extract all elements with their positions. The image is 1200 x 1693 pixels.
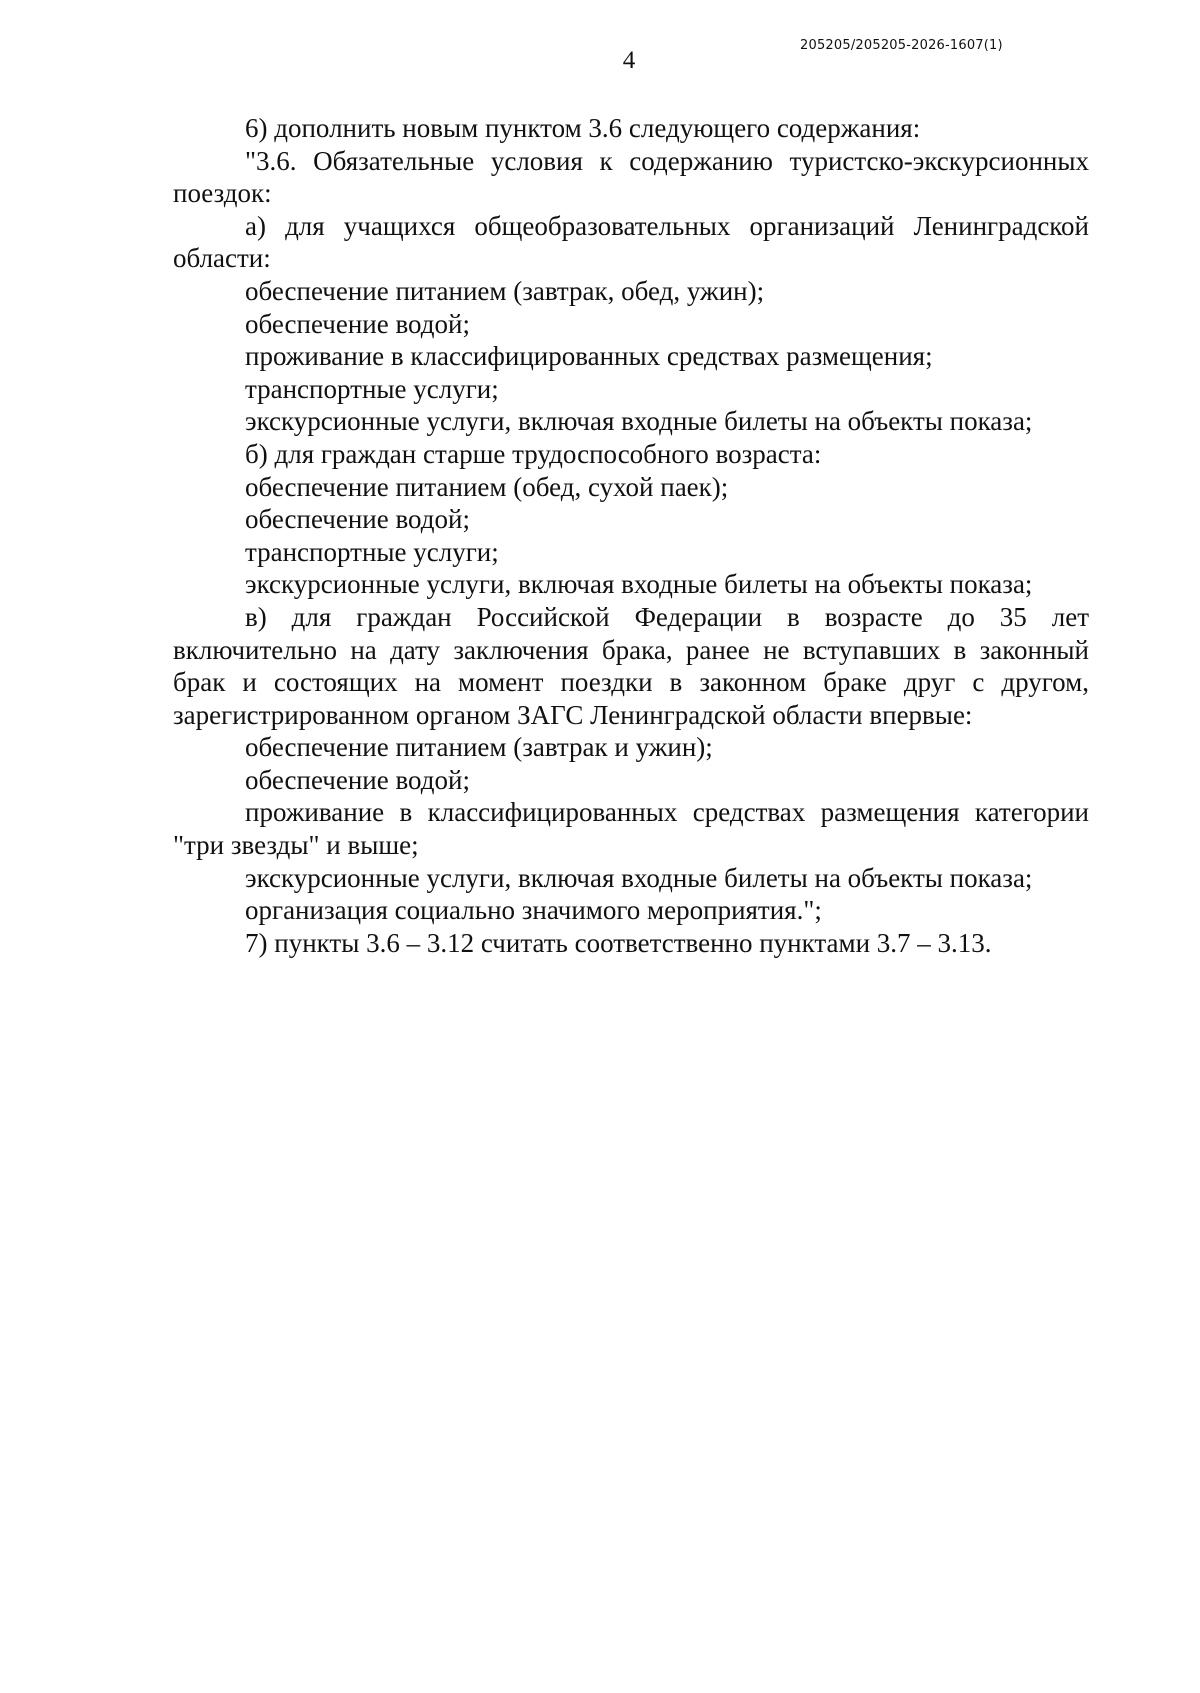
- paragraph-b-excursions: экскурсионные услуги, включая входные билеты на объекты показа;: [245, 569, 1033, 600]
- paragraph-a-transport: транспортные услуги;: [245, 373, 499, 404]
- document-code: 205205/205205-2026-1607(1): [800, 38, 1003, 53]
- document-body: [173, 112, 1089, 959]
- paragraph-b-transport: транспортные услуги;: [245, 536, 499, 567]
- paragraph-subitem-b: б) для граждан старше трудоспособного возраста:: [245, 438, 822, 469]
- paragraph-subitem-v: в) для граждан Российской Федерации в возрасте до 35 лет включительно на дату заключения брака, ранее не вступавших в законный брак и состоящих на момент поездки в законном браке друг с другом, зарегистрированном органом ЗАГС Ленинградской области впервые:: [173, 601, 1089, 730]
- paragraph-subitem-a: а) для учащихся общеобразовательных организаций Ленинградской области:: [173, 210, 1089, 274]
- paragraph-item-6: 6) дополнить новым пунктом 3.6 следующего содержания:: [245, 113, 921, 143]
- paragraph-item-7: 7) пункты 3.6 – 3.12 считать соответственно пунктами 3.7 – 3.13.: [245, 927, 992, 958]
- paragraph-a-food: обеспечение питанием (завтрак, обед, ужин);: [245, 275, 765, 306]
- paragraph-a-accommodation: проживание в классифицированных средствах размещения;: [245, 341, 933, 372]
- paragraph-v-food: обеспечение питанием (завтрак и ужин);: [245, 732, 713, 763]
- paragraph-v-accommodation: проживание в классифицированных средствах размещения категории "три звезды" и выше;: [173, 797, 1089, 861]
- paragraph-clause-3-6-intro: "3.6. Обязательные условия к содержанию туристско-экскурсионных поездок:: [173, 145, 1089, 209]
- paragraph-b-food: обеспечение питанием (обед, сухой паек);: [245, 471, 729, 502]
- paragraph-v-social-event: организация социально значимого мероприятия.";: [245, 895, 822, 926]
- page-number: 4: [622, 47, 636, 74]
- paragraph-a-excursions: экскурсионные услуги, включая входные билеты на объекты показа;: [245, 406, 1033, 437]
- paragraph-b-water: обеспечение водой;: [245, 504, 470, 535]
- paragraph-v-excursions: экскурсионные услуги, включая входные билеты на объекты показа;: [245, 862, 1033, 893]
- paragraph-v-water: обеспечение водой;: [245, 764, 470, 795]
- paragraph-a-water: обеспечение водой;: [245, 308, 470, 339]
